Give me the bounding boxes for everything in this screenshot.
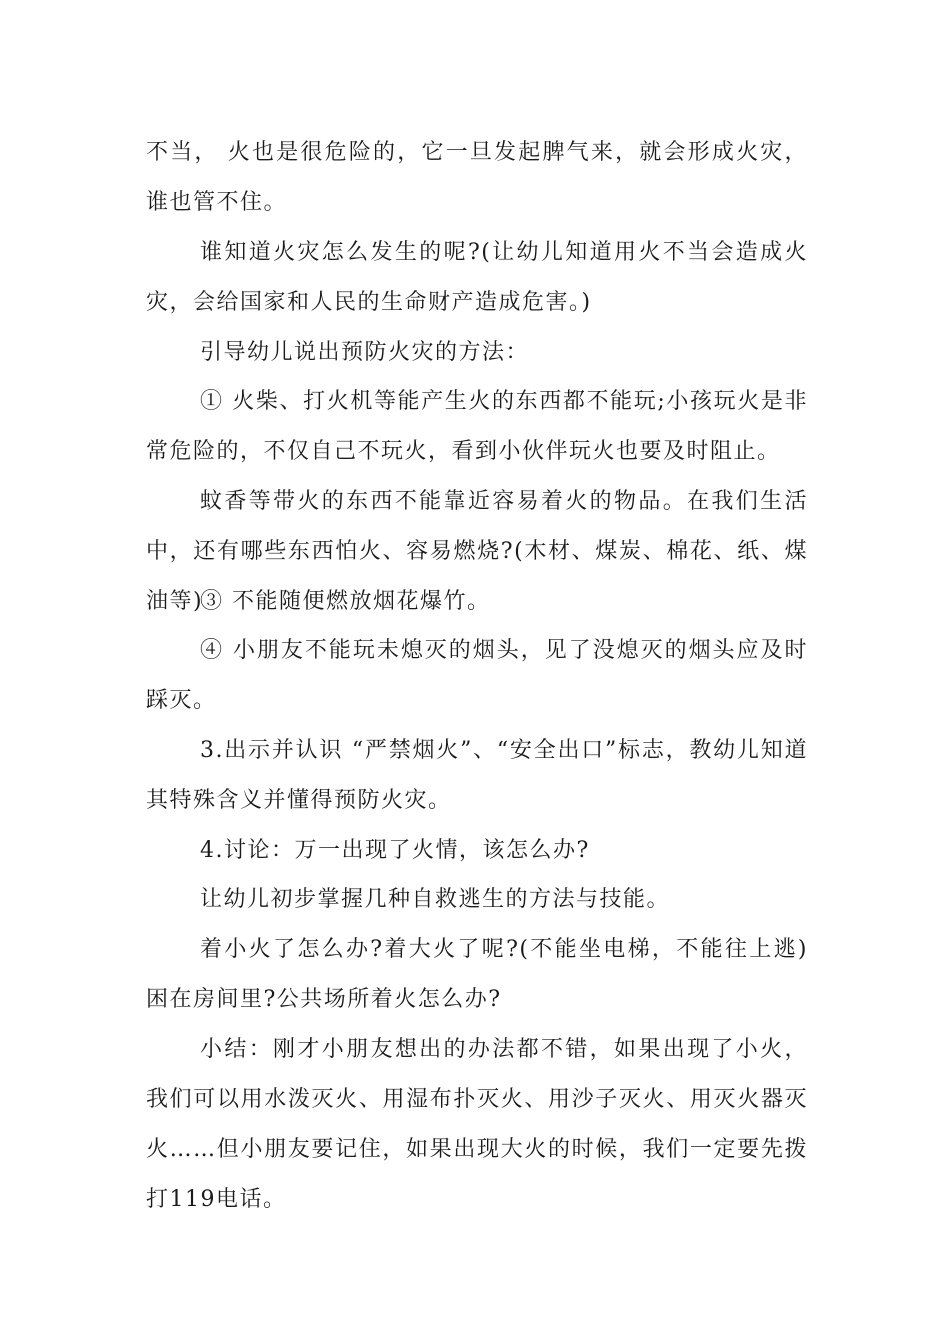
paragraph-self-rescue: 让幼儿初步掌握几种自救逃生的方法与技能。 xyxy=(200,887,671,912)
paragraph-summary: 小结：刚才小朋友想出的办法都不错，如果出现了小火，我们可以用水泼灭火、用湿布扑灭火、用沙子灭火、用灭火器灭火……但小朋友要记住，如果出现大火的时候，我们一定要先拨打119电话。 xyxy=(146,1037,808,1212)
paragraph-continuation: 不当， 火也是很危险的，它一旦发起脾气来，就会形成火灾，谁也管不住。 xyxy=(146,140,808,215)
paragraph-guide: 引导幼儿说出预防火灾的方法： xyxy=(200,340,530,365)
paragraph-point-2: 蚊香等带火的东西不能靠近容易着火的物品。在我们生活中，还有哪些东西怕火、容易燃烧?(木材、煤炭、棉花、纸、煤油等) xyxy=(146,489,808,614)
paragraph-question: 谁知道火灾怎么发生的呢?(让幼儿知道用火不当会造成火灾，会给国家和人民的生命财产造成危害。) xyxy=(146,240,808,315)
paragraph-step-3: 3.出示并认识 “严禁烟火”、“安全出口”标志，教幼儿知道其特殊含义并懂得预防火灾。 xyxy=(146,738,808,813)
paragraph-step-4: 4.讨论：万一出现了火情，该怎么办? xyxy=(200,838,590,863)
paragraph-point-3: ③ 不能随便燃放烟花爆竹。 xyxy=(200,589,491,614)
paragraph-questions: 着小火了怎么办?着大火了呢?(不能坐电梯，不能往上逃)困在房间里?公共场所着火怎么办? xyxy=(146,937,808,1012)
paragraph-point-1: ① 火柴、打火机等能产生火的东西都不能玩;小孩玩火是非常危险的，不仅自己不玩火，看到小伙伴玩火也要及时阻止。 xyxy=(146,389,808,464)
paragraph-point-4: ④ 小朋友不能玩未熄灭的烟头，见了没熄灭的烟头应及时踩灭。 xyxy=(146,638,808,713)
